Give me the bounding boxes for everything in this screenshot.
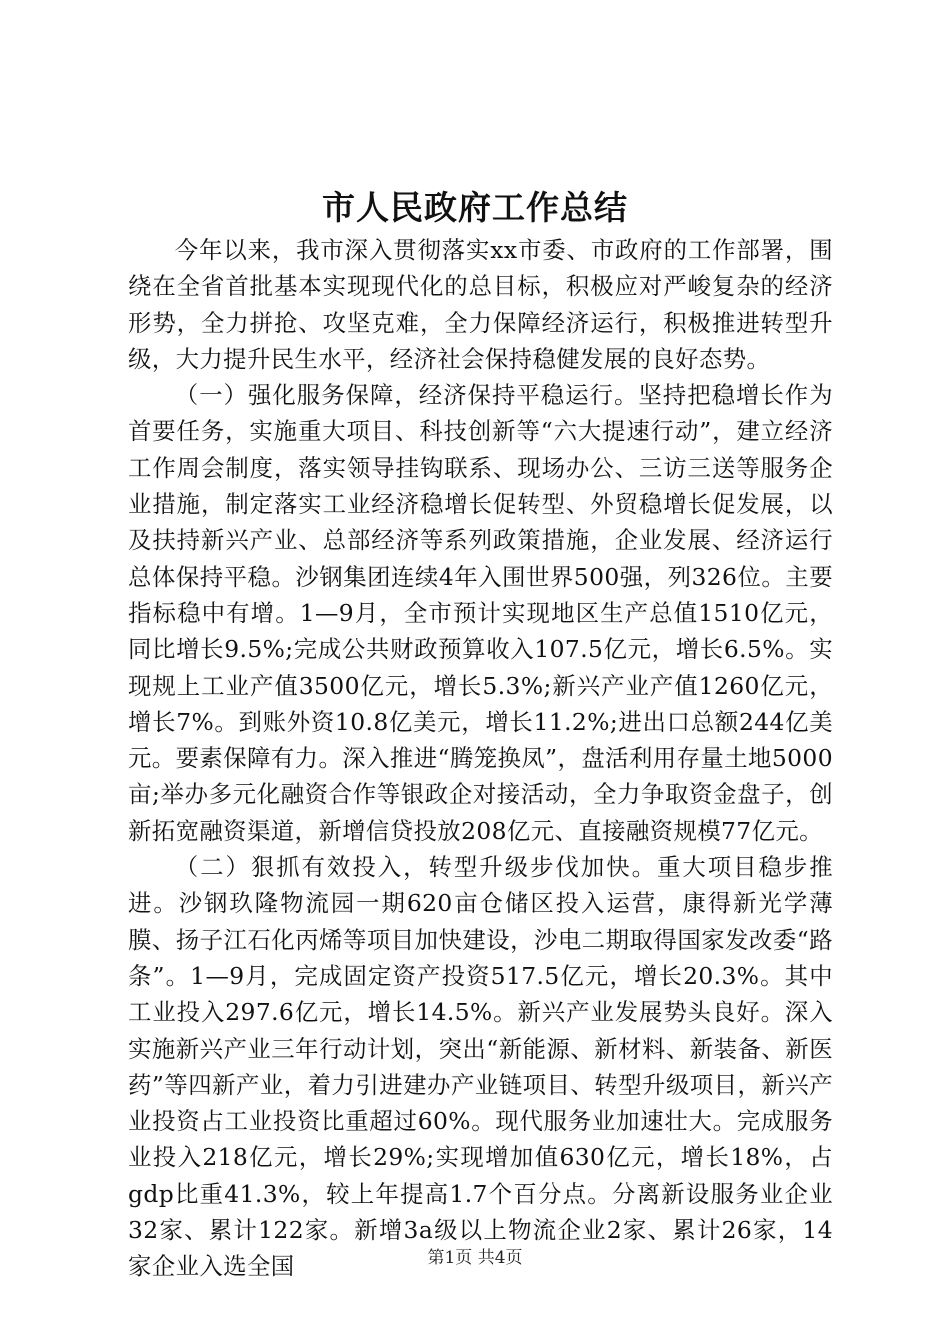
- document-body: [128, 232, 833, 1285]
- paragraph-intro: 今年以来，我市深入贯彻落实xx市委、市政府的工作部署，围绕在全省首批基本实现现代化的总目标，积极应对严峻复杂的经济形势，全力拼抢、攻坚克难，全力保障经济运行，积极推进转型升级，大力提升民生水平，经济社会保持稳健发展的良好态势。: [128, 236, 833, 373]
- paragraph-section-1: （一）强化服务保障，经济保持平稳运行。坚持把稳增长作为首要任务，实施重大项目、科技创新等“六大提速行动”，建立经济工作周会制度，落实领导挂钩联系、现场办公、三访三送等服务企业措施，制定落实工业经济稳增长促转型、外贸稳增长促发展，以及扶持新兴产业、总部经济等系列政策措施，企业发展、经济运行总体保持平稳。沙钢集团连续4年入围世界500强，列326位。主要指标稳中有增。1—9月，全市预计实现地区生产总值1510亿元，同比增长9.5%;完成公共财政预算收入107.5亿元，增长6.5%。实现规上工业产值3500亿元，增长5.3%;新兴产业产值1260亿元，增长7%。到账外资10.8亿美元，增长11.2%;进出口总额244亿美元。要素保障有力。深入推进“腾笼换凤”，盘活利用存量土地5000亩;举办多元化融资合作等银政企对接活动，全力争取资金盘子，创新拓宽融资渠道，新增信贷投放208亿元、直接融资规模77亿元。: [128, 381, 833, 845]
- document-title: 市人民政府工作总结: [322, 188, 628, 227]
- page-footer: 第1页 共4页: [427, 1248, 523, 1268]
- paragraph-section-2: （二）狠抓有效投入，转型升级步伐加快。重大项目稳步推进。沙钢玖隆物流园一期620亩仓储区投入运营，康得新光学薄膜、扬子江石化丙烯等项目加快建设，沙电二期取得国家发改委“路条”。1—9月，完成固定资产投资517.5亿元，增长20.3%。其中工业投入297.6亿元，增长14.5%。新兴产业发展势头良好。深入实施新兴产业三年行动计划，突出“新能源、新材料、新装备、新医药”等四新产业，着力引进建办产业链项目、转型升级项目，新兴产业投资占工业投资比重超过60%。现代服务业加速壮大。完成服务业投入218亿元，增长29%;实现增加值630亿元，增长18%，占gdp比重41.3%，较上年提高1.7个百分点。分离新设服务业企业32家、累计122家。新增3a级以上物流企业2家、累计26家，14家企业入选全国: [128, 853, 833, 1281]
